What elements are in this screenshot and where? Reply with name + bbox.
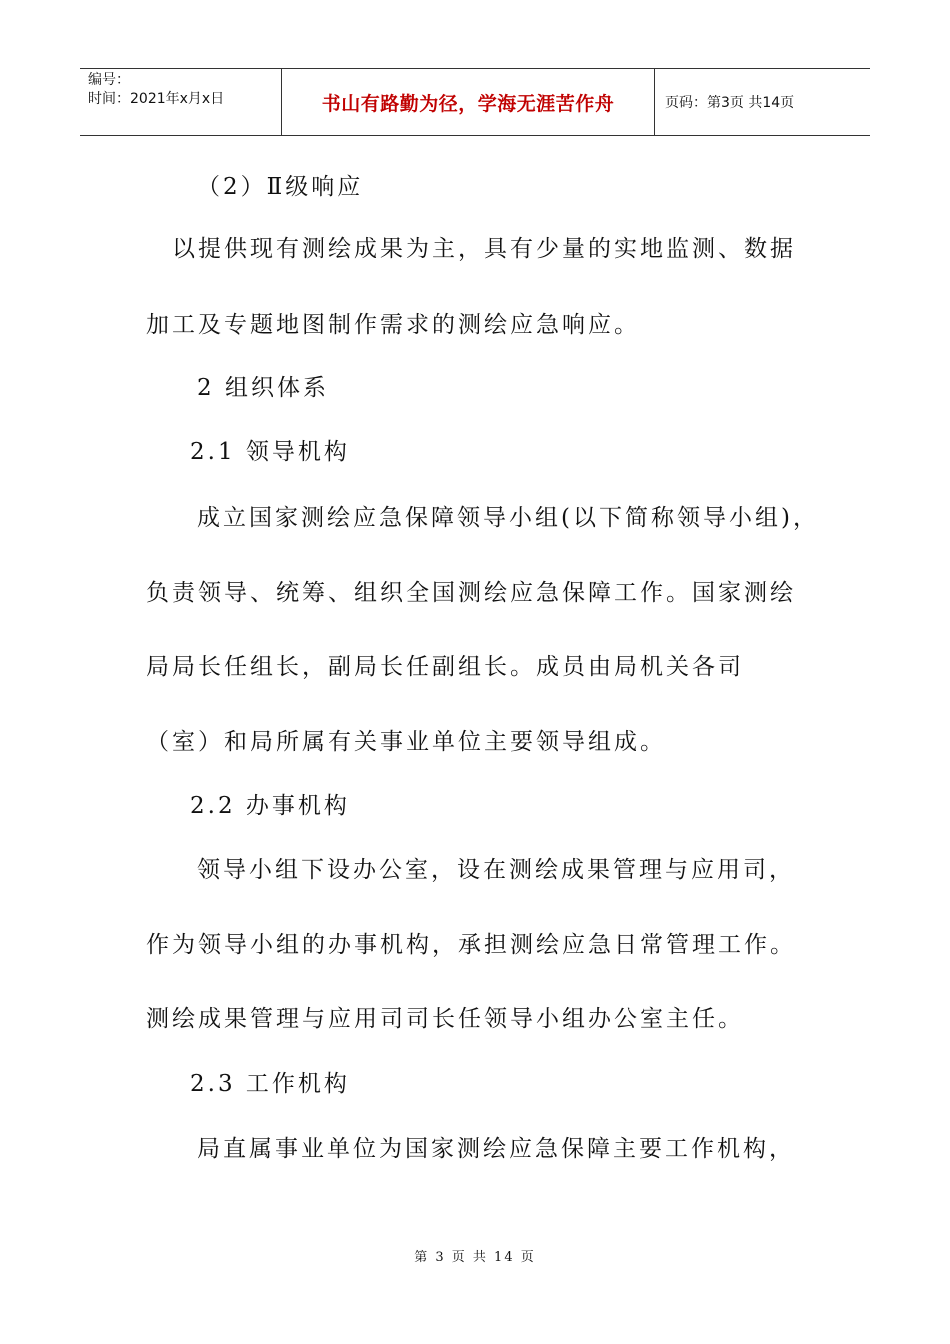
header-table bbox=[80, 68, 870, 136]
section-heading: 2.3 工作机构 bbox=[190, 1071, 350, 1097]
body-line: 加工及专题地图制作需求的测绘应急响应。 bbox=[146, 312, 640, 338]
body-line: 以提供现有测绘成果为主，具有少量的实地监测、数据 bbox=[172, 236, 796, 262]
body-line: 局直属事业单位为国家测绘应急保障主要工作机构， bbox=[197, 1136, 795, 1162]
time-label: 时间：2021年x月x日 bbox=[88, 91, 225, 107]
body-line: 领导小组下设办公室，设在测绘成果管理与应用司， bbox=[197, 857, 795, 883]
body-line: （室）和局所属有关事业单位主要领导组成。 bbox=[146, 729, 666, 755]
section-heading: 2.2 办事机构 bbox=[190, 793, 350, 819]
number-label: 编号： bbox=[88, 72, 130, 88]
body-line: （2）Ⅱ级响应 bbox=[197, 174, 364, 200]
page-footer: 第 3 页 共 14 页 bbox=[414, 1250, 536, 1265]
header-motto: 书山有路勤为径，学海无涯苦作舟 bbox=[282, 69, 655, 135]
body-line: 测绘成果管理与应用司司长任领导小组办公室主任。 bbox=[146, 1006, 744, 1032]
body-line: 负责领导、统筹、组织全国测绘应急保障工作。国家测绘 bbox=[146, 580, 796, 606]
section-heading: 2.1 领导机构 bbox=[190, 439, 350, 465]
section-heading: 2 组织体系 bbox=[197, 375, 329, 401]
header-meta-cell bbox=[80, 69, 282, 135]
body-line: 局局长任组长，副局长任副组长。成员由局机关各司 bbox=[146, 654, 744, 680]
body-line: 作为领导小组的办事机构，承担测绘应急日常管理工作。 bbox=[146, 932, 796, 958]
header-page-info: 页码：第3页 共14页 bbox=[665, 95, 795, 111]
body-line: 成立国家测绘应急保障领导小组(以下简称领导小组)， bbox=[197, 505, 819, 531]
